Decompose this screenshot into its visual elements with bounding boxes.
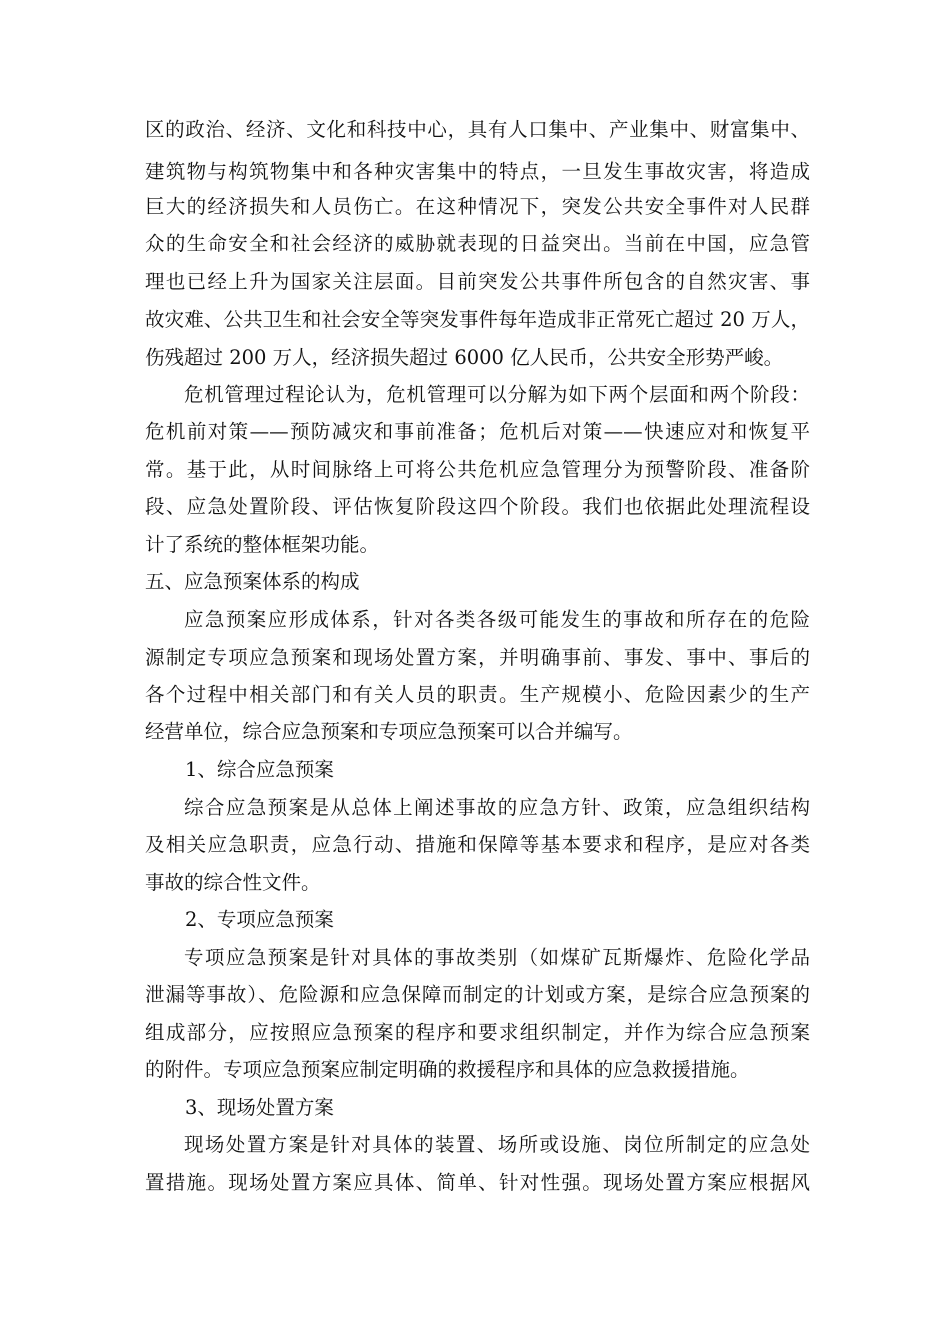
subheading-2: 2、专项应急预案 <box>185 908 334 931</box>
section-heading: 五、应急预案体系的构成 <box>145 570 360 593</box>
paragraph-1-line-4: 众的生命安全和社会经济的威胁就表现的日益突出。当前在中国，应急管 <box>145 232 810 255</box>
paragraph-1-line-5: 理也已经上升为国家关注层面。目前突发公共事件所包含的自然灾害、事 <box>145 270 810 293</box>
paragraph-1-line-3: 巨大的经济损失和人员伤亡。在这种情况下，突发公共安全事件对人民群 <box>145 195 810 218</box>
paragraph-2-line-2: 危机前对策——预防减灾和事前准备；危机后对策——快速应对和恢复平 <box>145 420 810 443</box>
paragraph-5-line-1: 专项应急预案是针对具体的事故类别（如煤矿瓦斯爆炸、危险化学品 <box>184 946 810 969</box>
paragraph-2-line-1: 危机管理过程论认为，危机管理可以分解为如下两个层面和两个阶段： <box>184 383 810 406</box>
paragraph-3-line-4: 经营单位，综合应急预案和专项应急预案可以合并编写。 <box>145 720 633 743</box>
paragraph-1-line-1: 区的政治、经济、文化和科技中心，具有人口集中、产业集中、财富集中、 <box>145 118 810 141</box>
paragraph-5-line-3: 组成部分，应按照应急预案的程序和要求组织制定，并作为综合应急预案 <box>145 1021 810 1044</box>
subheading-1: 1、综合应急预案 <box>185 758 334 781</box>
paragraph-1-line-7: 伤残超过 200 万人，经济损失超过 6000 亿人民币，公共安全形势严峻。 <box>145 346 784 369</box>
subheading-3: 3、现场处置方案 <box>185 1096 334 1119</box>
paragraph-4-line-2: 及相关应急职责，应急行动、措施和保障等基本要求和程序，是应对各类 <box>145 833 810 856</box>
paragraph-5-line-2: 泄漏等事故）、危险源和应急保障而制定的计划或方案，是综合应急预案的 <box>145 983 810 1006</box>
paragraph-6-line-2: 置措施。现场处置方案应具体、简单、针对性强。现场处置方案应根据风 <box>145 1171 810 1194</box>
paragraph-4-line-3: 事故的综合性文件。 <box>145 871 321 894</box>
paragraph-3-line-2: 源制定专项应急预案和现场处置方案，并明确事前、事发、事中、事后的 <box>145 646 810 669</box>
paragraph-6-line-1: 现场处置方案是针对具体的装置、场所或设施、岗位所制定的应急处 <box>184 1133 810 1156</box>
paragraph-3-line-1: 应急预案应形成体系，针对各类各级可能发生的事故和所存在的危险 <box>184 608 810 631</box>
paragraph-4-line-1: 综合应急预案是从总体上阐述事故的应急方针、政策，应急组织结构 <box>184 796 810 819</box>
paragraph-1-line-2: 建筑物与构筑物集中和各种灾害集中的特点，一旦发生事故灾害，将造成 <box>145 160 810 183</box>
paragraph-2-line-3: 常。基于此，从时间脉络上可将公共危机应急管理分为预警阶段、准备阶 <box>145 458 810 481</box>
paragraph-2-line-4: 段、应急处置阶段、评估恢复阶段这四个阶段。我们也依据此处理流程设 <box>145 495 810 518</box>
paragraph-3-line-3: 各个过程中相关部门和有关人员的职责。生产规模小、危险因素少的生产 <box>145 683 810 706</box>
paragraph-5-line-4: 的附件。专项应急预案应制定明确的救援程序和具体的应急救援措施。 <box>145 1058 750 1081</box>
paragraph-1-line-6: 故灾难、公共卫生和社会安全等突发事件每年造成非正常死亡超过 20 万人， <box>145 308 810 331</box>
paragraph-2-line-5: 计了系统的整体框架功能。 <box>145 533 380 556</box>
